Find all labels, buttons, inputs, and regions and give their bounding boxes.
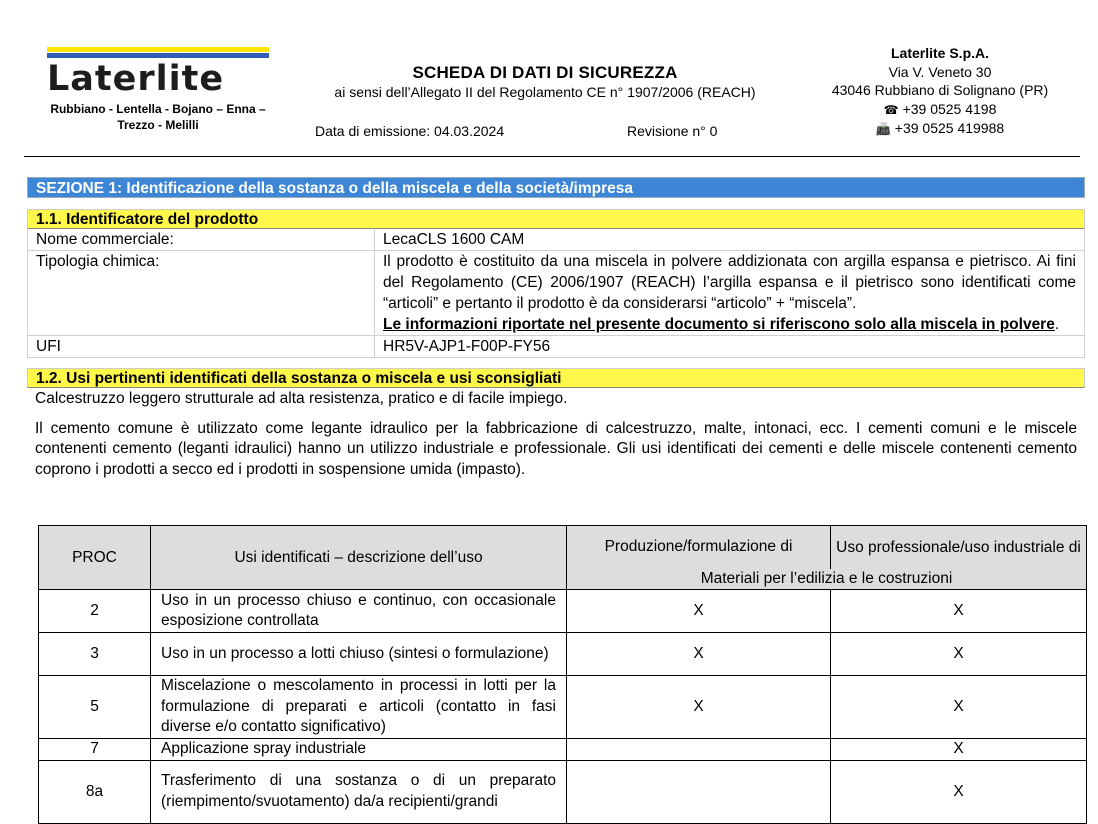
issue-date: Data di emissione: 04.03.2024 — [315, 123, 505, 139]
prof-mark: X — [831, 676, 1087, 739]
proc-code: 8a — [39, 760, 151, 823]
prof-mark: X — [831, 739, 1087, 761]
col-desc-header: Usi identificati – descrizione dell’uso — [151, 526, 567, 590]
proc-code: 7 — [39, 739, 151, 761]
col-prod-header: Produzione/formulazione di — [567, 526, 831, 569]
table-row — [28, 229, 1085, 251]
proc-description: Applicazione spray industriale — [151, 739, 567, 761]
col-proc-header: PROC — [39, 526, 151, 590]
company-city: 43046 Rubbiano di Solignano (PR) — [831, 82, 1049, 98]
proc-description: Uso in un processo chiuso e continuo, con occasionale esposizione controllata — [151, 590, 567, 633]
proc-code: 3 — [39, 633, 151, 676]
prod-mark: X — [567, 590, 831, 633]
table-header-row — [39, 526, 1087, 569]
use-description-1: Calcestruzzo leggero strutturale ad alta resistenza, pratico e di facile impiego. — [35, 390, 568, 407]
logo-stripe-yellow — [47, 47, 269, 52]
subsection-1-2-title: 1.2. Usi pertinenti identificati della sostanza o miscela e usi sconsigliati — [27, 368, 1085, 388]
chemical-type-value: Il prodotto è costituito da una miscela in polvere addizionata con argilla espansa e pietrisco. Ai fini del Regolamento (CE) 2006/1907 (REACH) l’argilla espansa e il pietrisco sono identificati come “articoli” e pertanto il prodotto è da considerarsi “articolo” + “miscela”. — [383, 253, 1076, 312]
use-description-2: Il cemento comune è utilizzato come legante idraulico per la fabbricazione di calcestruzzo, malte, intonaci, ecc. I cementi comuni e le miscele contenenti cemento (leganti idraulici) hanno un utilizzo industriale e professionale. Gli usi identificati dei cementi e delle miscele contenenti cemento coprono i prodotti a secco ed i prodotti in sospensione umida (impasto). — [35, 419, 1077, 478]
company-fax: +39 0525 419988 — [894, 120, 1005, 136]
prod-mark: X — [567, 633, 831, 676]
prod-mark: X — [567, 676, 831, 739]
proc-code: 5 — [39, 676, 151, 739]
table-row — [39, 590, 1087, 633]
trade-name-value: LecaCLS 1600 CAM — [375, 229, 1085, 251]
prof-mark: X — [831, 633, 1087, 676]
table-row — [39, 760, 1087, 823]
company-phone-line — [800, 100, 1080, 120]
company-fax-line — [800, 119, 1080, 139]
prod-mark — [567, 760, 831, 823]
table-row — [28, 336, 1085, 358]
company-address-block — [800, 44, 1080, 139]
col-group-header: Materiali per l’edilizia e le costruzioni — [567, 569, 1087, 590]
table-row — [39, 633, 1087, 676]
ufi-value: HR5V-AJP1-F00P-FY56 — [375, 336, 1085, 358]
table-row — [28, 251, 1085, 336]
company-phone: +39 0525 4198 — [902, 100, 997, 117]
powder-mixture-note: Le informazioni riportate nel presente documento si riferiscono solo alla miscela in polvere — [383, 316, 1055, 333]
proc-description: Uso in un processo a lotti chiuso (sintesi o formulazione) — [151, 633, 567, 676]
table-row — [39, 676, 1087, 739]
identified-uses-table — [38, 525, 1087, 824]
chemical-type-cell — [375, 251, 1085, 336]
document-title: SCHEDA DI DATI DI SICUREZZA — [412, 63, 678, 82]
ufi-label: UFI — [28, 336, 375, 358]
chemical-type-label: Tipologia chimica: — [28, 251, 375, 336]
company-logo: Laterlite — [47, 59, 225, 99]
proc-description: Miscelazione o mescolamento in processi in lotti per la formulazione di preparati e articoli (contatto in fasi diverse e/o contatto significativo) — [151, 676, 567, 739]
table-row — [39, 739, 1087, 761]
company-street: Via V. Veneto 30 — [888, 63, 992, 80]
proc-code: 2 — [39, 590, 151, 633]
proc-description: Trasferimento di una sostanza o di un preparato (riempimento/svuotamento) da/a recipienti/grandi — [151, 760, 567, 823]
trade-name-label: Nome commerciale: — [28, 229, 375, 251]
col-prof-header: Uso professionale/uso industriale di — [831, 526, 1087, 569]
subsection-1-1-title: 1.1. Identificatore del prodotto — [27, 209, 1085, 229]
section-1 — [27, 177, 1085, 480]
company-name: Laterlite S.p.A. — [890, 45, 990, 61]
section-1-title: SEZIONE 1: Identificazione della sostanza o della miscela e della società/impresa — [27, 177, 1085, 198]
fax-icon: 📠 — [875, 122, 891, 136]
note-period: . — [1054, 316, 1060, 333]
product-identifier-table — [27, 229, 1085, 358]
prof-mark: X — [831, 590, 1087, 633]
revision-number: Revisione n° 0 — [627, 123, 718, 139]
prod-mark — [567, 739, 831, 761]
phone-icon: ☎ — [883, 102, 899, 117]
header-divider — [24, 156, 1080, 157]
prof-mark: X — [831, 760, 1087, 823]
document-subtitle: ai sensi dell’Allegato II del Regolamento CE n° 1907/2006 (REACH) — [334, 84, 756, 100]
plant-locations: Rubbiano - Lentella - Bojano – Enna – Trezzo - Melilli — [50, 102, 266, 132]
